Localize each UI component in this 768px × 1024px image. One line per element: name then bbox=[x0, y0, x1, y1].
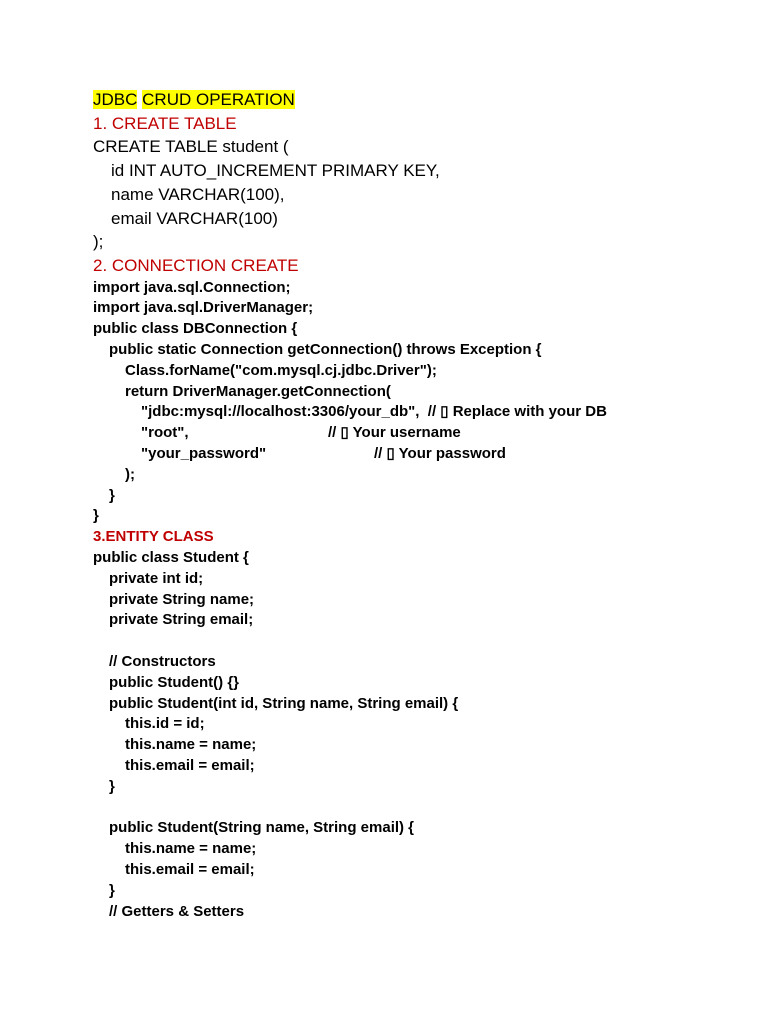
section-heading-entity-class: 3.ENTITY CLASS bbox=[93, 528, 214, 546]
code-line: public class DBConnection { bbox=[93, 320, 298, 338]
sql-line: name VARCHAR(100), bbox=[111, 184, 285, 204]
code-url: "jdbc:mysql://localhost:3306/your_db", bbox=[141, 403, 420, 421]
sql-line: CREATE TABLE student ( bbox=[93, 137, 289, 157]
code-line: return DriverManager.getConnection( bbox=[125, 382, 391, 400]
code-line: private int id; bbox=[109, 569, 204, 587]
code-line: this.email = email; bbox=[125, 756, 255, 774]
code-line: public Student() {} bbox=[109, 673, 239, 691]
code-line: this.name = name; bbox=[125, 736, 257, 754]
section-heading-connection-create: 2. CONNECTION CREATE bbox=[93, 255, 299, 275]
code-line: } bbox=[109, 486, 115, 504]
title-crud-operation: CRUD OPERATION bbox=[142, 90, 295, 109]
code-line: this.email = email; bbox=[125, 860, 255, 878]
code-comment: // ▯ Your username bbox=[328, 424, 461, 442]
code-line: // Constructors bbox=[109, 652, 216, 670]
code-line: public class Student { bbox=[93, 548, 249, 566]
code-line bbox=[93, 423, 743, 444]
section-heading-create-table: 1. CREATE TABLE bbox=[93, 113, 237, 133]
code-line: public static Connection getConnection() throws Exception { bbox=[109, 341, 542, 359]
code-line: import java.sql.Connection; bbox=[93, 278, 291, 296]
code-line bbox=[93, 402, 743, 423]
code-line: Class.forName("com.mysql.cj.jdbc.Driver"); bbox=[125, 361, 437, 379]
code-line: this.id = id; bbox=[125, 715, 205, 733]
code-line bbox=[93, 444, 743, 465]
sql-line: id INT AUTO_INCREMENT PRIMARY KEY, bbox=[111, 161, 440, 181]
code-line: ); bbox=[125, 465, 135, 483]
blank-line bbox=[93, 631, 743, 652]
code-line: this.name = name; bbox=[125, 840, 257, 858]
title-jdbc: JDBC bbox=[93, 90, 138, 109]
code-line: public Student(String name, String email) { bbox=[109, 819, 415, 837]
code-line: } bbox=[93, 507, 99, 525]
sql-line: ); bbox=[93, 232, 104, 252]
code-comment: // ▯ Your password bbox=[374, 445, 506, 462]
code-line: } bbox=[109, 777, 115, 795]
code-line: private String name; bbox=[109, 590, 255, 608]
code-line: import java.sql.DriverManager; bbox=[93, 299, 314, 317]
code-comment: // ▯ Replace with your DB bbox=[427, 403, 607, 421]
sql-line: email VARCHAR(100) bbox=[111, 208, 278, 228]
code-line: // Getters & Setters bbox=[109, 902, 245, 920]
code-password: "your_password" bbox=[141, 445, 267, 462]
blank-line bbox=[93, 798, 743, 819]
code-user: "root", bbox=[141, 424, 189, 442]
code-line: } bbox=[109, 881, 115, 899]
code-line: public Student(int id, String name, String email) { bbox=[109, 694, 459, 712]
code-line: private String email; bbox=[109, 611, 254, 629]
document-title bbox=[93, 88, 743, 112]
document-page bbox=[93, 88, 743, 922]
